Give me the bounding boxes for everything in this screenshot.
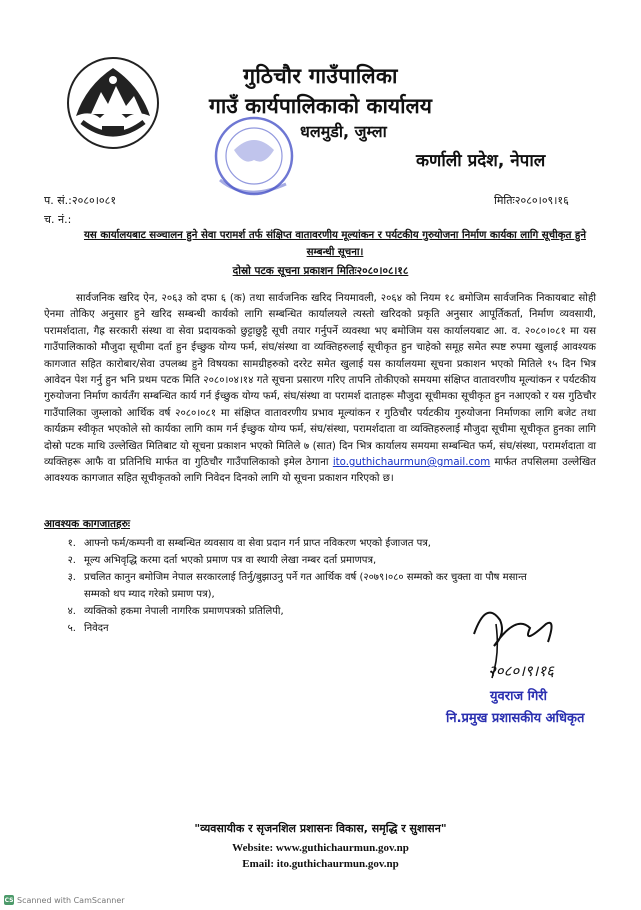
signatory-name: युवराज गिरी [490,689,547,704]
notice-subject: यस कार्यालयबाट सञ्चालन हुने सेवा परामर्श तर्फ संक्षिप्त वातावरणीय मूल्यांकन र पर्यटकीय गुरुयोजना निर्माण कार्यका लागि सूचीकृत हुने सम्बन्धी सूचना। [83,230,586,258]
list-item: ४. व्यक्तिको हकमा नेपाली नागरिक प्रमाणपत्रको प्रतिलिपी, [67,606,284,617]
office-stamp-icon [206,110,306,208]
dispatch-number: च. नं.: [44,213,72,226]
list-item: ३. प्रचलित कानुन बमोजिम नेपाल सरकारलाई तिर्नु/बुझाउनु पर्ने गत आर्थिक वर्ष (२०७९।०८० सम्मको कर चुक्ता वा पौष मसान्त सम्मको थप म्याद गरेको प्रमाण पत्र), [67,572,527,600]
footer-website: Website: www.guthichaurmun.gov.np [232,842,409,854]
notice-body [44,291,596,488]
notice-subtitle: दोस्रो पटक सूचना प्रकाशन मितिः२०८०।०८।१८ [232,265,409,277]
list-item: २. मूल्य अभिवृद्धि करमा दर्ता भएको प्रमाण पत्र वा स्थायी लेखा नम्बर दर्ता प्रमाणपत्र, [67,555,377,566]
notice-date: मितिः२०८०।०९।१६ [494,194,569,207]
requirements-heading: आवश्यक कागजातहरुः [44,518,131,530]
list-item: ५. निवेदन [67,623,109,634]
footer-motto: "व्यवसायीक र सृजनशिल प्रशासनः विकास, समृद्धि र सुशासन" [194,822,447,835]
office-name: गाउँ कार्यपालिकाको कार्यालय [209,94,432,118]
municipality-name: गुठिचौर गाउँपालिका [243,64,398,88]
footer-email: Email: ito.guthichaurmun.gov.np [242,858,399,870]
signatory-title: नि.प्रमुख प्रशासकीय अधिकृत [446,711,585,726]
body-tail-text: मार्फत तपसिलमा उल्लेखित आवश्यक कागजात सहित सूचीकृतको लागि निवेदन दिनको लागि यो सूचना प्रकाशन गरिएको छ। [44,457,596,485]
body-main-text: सार्वजनिक खरिद ऐन, २०६३ को दफा ६ (क) तथा सार्वजनिक खरिद नियमावली, २०६४ को नियम १८ बमोजिम सार्वजनिक निकायबाट सोही ऐनमा तोकिए अनुसार हुने खरिद सम्बन्धी कार्यको लागि सम्बन्धित कार्यालयले त्यस्तो खरिदको प्रकृति अनुसार आपूर्तिकर्ता, निर्माण व्यवसायी, परामर्शदाता, गैह्र सरकारी संस्था वा सेवा प्रदायकको छुट्टाछुट्टै सूची तयार गर्नुपर्ने व्यवस्था भए बमोजिम यस कार्यालयबाट आ. व. २०८०।०८१ मा यस गाउँपालिकाको मौजुदा सूचीमा दर्ता हुन ईच्छुक योग्य फर्म, संघ/संस्था वा व्यक्तिहरुलाई सूचीकृत हुन चाहेको समूह समेत स्पष्ट रुपमा खुलाई आवश्यक कागजात सहित कारोबार/सेवा उपलब्ध हुने विषयका सामग्रीहरुको दररेट समेत खुलाई यस कार्यालयमा सूचना प्रकाशन भएको मितिले १५ दिन भित्र आवेदन पेश गर्नु हुन भनि प्रथम पटक मिति २०८०।०४।१४ गते सूचना प्रसारण गरिए तापनि तोकीएको समयमा संक्षिप्त वातावरणीय मूल्यांकन र पर्यटकीय गुरुयोजना निर्माण कार्यतँग सम्बन्धित कार्य गर्न ईच्छुक योग्य फर्म, संघ/संस्था वा परामर्श दाताहरू मौजुदा सूचीमका सूचीकृत हुन नआएको र यस गुठिचौर गाउँपालिका जुम्लाको आर्थिक वर्ष २०८०।०८१ मा संक्षिप्त वातावरणीय प्रभाव मूल्यांकन र गुठिचौर पर्यटकीय गुरुयोजना निर्माणका लागि बजेट तथा कार्यक्रम स्वीकृत भएकोले सो कार्यका लागि काम गर्न ईच्छुक योग्य फर्म, संघ/संस्था, परामर्शदाता वा व्यक्तिहरुलाई मौजुदा सूचीमा सूचीकृत हुनका लागि दोस्रो पटक माथि उल्लेखित मितिबाट यो सूचना प्रकाशन भएको मितिले ७ (सात) दिन भित्र कार्यालय समयमा सम्बन्धित फर्म, संघ/संस्था, परामर्शदाता वा व्यक्तिहरू आफै वा प्रतिनिधि मार्फत वा गुठिचौर गाउँपालिकाको इमेल ठेगाना [44,293,596,469]
signature-date: २०८०।९।१६ [488,662,554,680]
reference-number: प. सं.:२०८०।०८१ [44,194,117,207]
office-location: धलमुडी, जुम्ला [300,122,387,141]
province-name: कर्णाली प्रदेश, नेपाल [416,151,546,171]
email-link[interactable]: ito.guthichaurmun@gmail.com [332,457,491,469]
watermark-text: Scanned with CamScanner [17,895,125,905]
scanner-watermark [4,895,125,905]
camscanner-icon: CS [4,896,14,904]
list-item: १. आफ्नो फर्म/कम्पनी वा सम्बन्धित व्यवसाय वा सेवा प्रदान गर्न प्राप्त नविकरण भएको ईजाजत पत्र, [67,538,431,549]
